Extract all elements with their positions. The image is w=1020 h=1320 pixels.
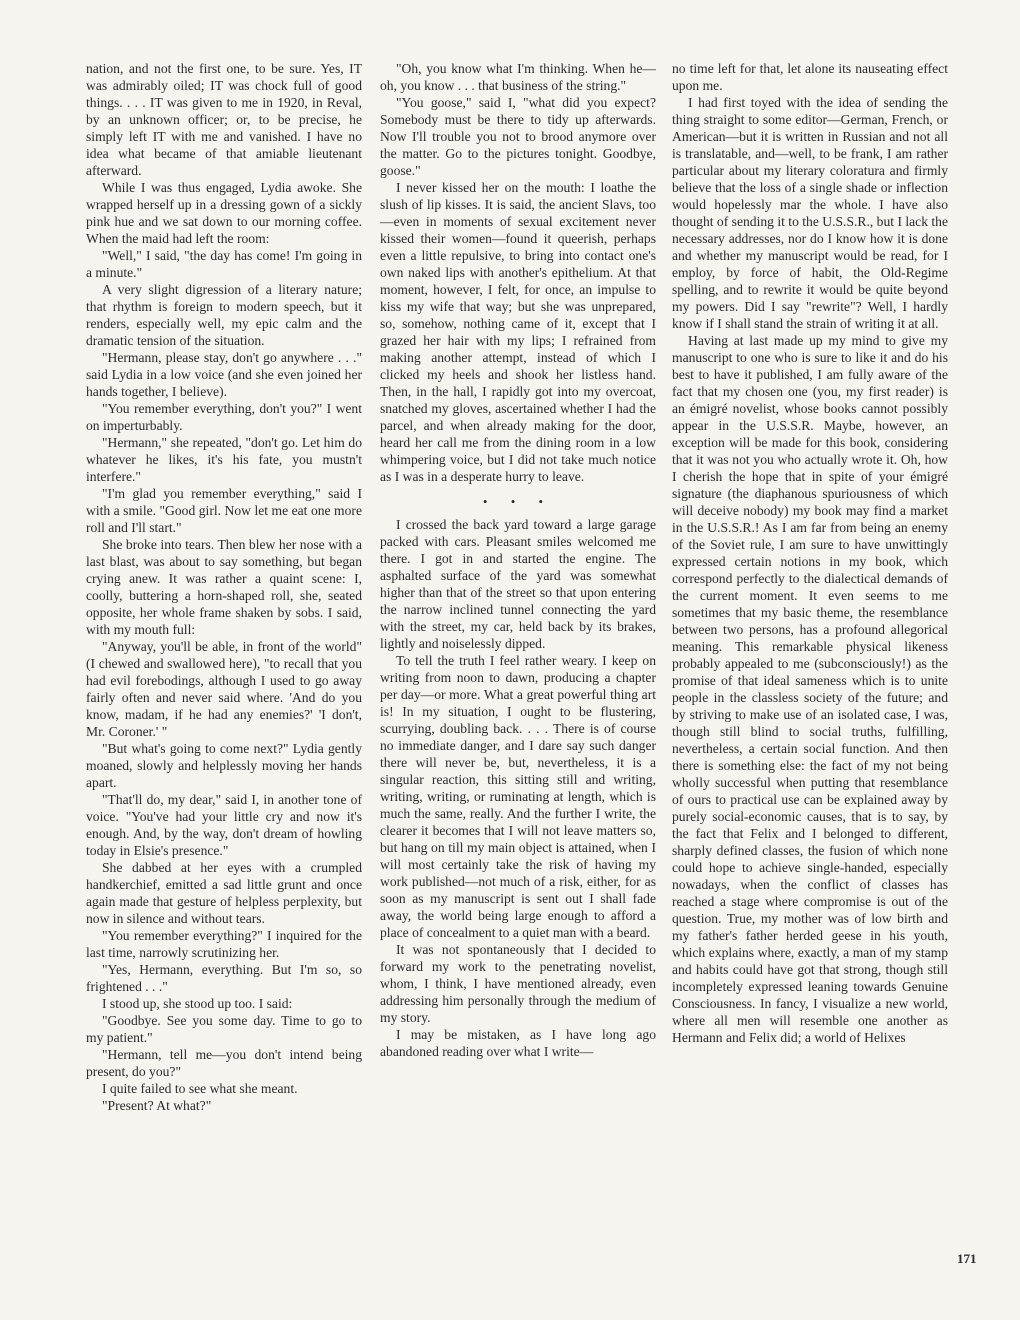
section-break: • • • (482, 494, 554, 509)
paragraph: I had first toyed with the idea of sending the thing straight to some editor—German, French, or American—but it is written in Russian and not all is translatable, and—well, to be frank, I am rather particular about my literary coloratura and firmly believe that the loss of a single shade or inflection would hopelessly mar the whole. I have also thought of sending it to the U.S.S.R., but I lack the necessary addresses, nor do I know how it is done and whether my manuscript would be read, for I employ, by force of habit, the Old-Regime spelling, and to rewrite it would be quite beyond my powers. Did I say "rewrite"? Well, I hardly know if I shall stand the strain of writing it at all. (672, 95, 949, 331)
paragraph: She dabbed at her eyes with a crumpled handkerchief, emitted a sad little grunt and once again made that gesture of helpless perplexity, but now in silence and without tears. (86, 860, 362, 926)
paragraph: nation, and not the first one, to be sure. Yes, IT was admirably oiled; IT was chock full of good things. . . . IT was given to me in 1920, in Reval, by an unknown officer; or, to be precise, he simply left IT with me and vanished. I have no idea what became of that amiable lieutenant afterward. (86, 61, 362, 178)
paragraph: Having at last made up my mind to give my manuscript to one who is sure to like it and do his best to have it published, I am fully aware of the fact that my chosen one (you, my first reader) is an émigré novelist, whose books cannot possibly appear in the U.S.S.R. Maybe, however, an exception will be made for this book, considering that it was not you who actually wrote it. Oh, how I cherish the hope that in spite of your émigré signature (the diaphanous spuriousness of which will deceive nobody) my book may find a market in the U.S.S.R.! As I am far from being an enemy of the Soviet rule, I am sure to have unwittingly expressed certain notions in my book, which correspond perfectly to the dialectical demands of the current moment. It even seems to me sometimes that my basic theme, the resemblance between two persons, has a profound allegorical meaning. This remarkable physical likeness probably appealed to me (subconsciously!) as the promise of that ideal sameness which is to unite people in the classless society of the future; and by striving to make use of an isolated case, I was, though still blind to social truths, fulfilling, nevertheless, a certain social function. And then there is something else: the fact of my not being wholly successful when putting that resemblance of ours to practical use can be explained away by purely social-economic causes, that is to say, by the fact that Felix and I belonged to different, sharply defined classes, the fusion of which none could hope to achieve single-handed, especially nowadays, when the conflict of classes has reached a stage where compromise is out of the question. True, my mother was of low birth and my father's father herded geese in his youth, which explains where, exactly, a man of my stamp and habits could have got that strong, though still incompletely expressed leaning towards Genuine Consciousness. In fancy, I visualize a new world, where all men will resemble one another as Hermann and Felix did; a world of Helixes (672, 333, 948, 1045)
paragraph: I stood up, she stood up too. I said: (102, 996, 293, 1011)
paragraph: I crossed the back yard toward a large garage packed with cars. Pleasant smiles welcomed me there. I got in and started the engine. The asphalted surface of the yard was somewhat higher than that of the street so that upon entering the narrow inclined tunnel connecting the yard with the street, my car, held back by its brakes, lightly and noiselessly dipped. (380, 517, 656, 651)
paragraph: "Yes, Hermann, everything. But I'm so, so frightened . . ." (86, 962, 362, 994)
paragraph: I never kissed her on the mouth: I loathe the slush of lip kisses. It is said, the ancient Slavs, too—even in moments of sexual excitement never kissed their women—found it queerish, perhaps even a little repulsive, to bring into contact one's own naked lips with another's epithelium. At that moment, however, I felt, for once, an impulse to kiss my wife that way; but she was unprepared, so, somehow, nothing came of it, except that I grazed her hair with my lips; I refrained from making another attempt, instead of which I clicked my heels and shook her listless hand. Then, in the hall, I rapidly got into my overcoat, snatched my gloves, ascertained whether I had the parcel, and when already making for the door, heard her call me from the dining room in a low whimpering voice, but I did not take much notice as I was in a desperate hurry to leave. (380, 180, 656, 484)
paragraph: "Well," I said, "the day has come! I'm going in a minute." (86, 248, 362, 280)
paragraph: I may be mistaken, as I have long ago abandoned reading over what I write— (380, 1027, 656, 1059)
paragraph: She broke into tears. Then blew her nose with a last blast, was about to say something, but began crying anew. It was rather a quaint scene: I, coolly, buttering a horn-shaped roll, she, seated opposite, her whole frame shaken by sobs. I said, with my mouth full: (86, 537, 362, 637)
paragraph: "Hermann, please stay, don't go anywhere . . ." said Lydia in a low voice (and she even joined her hands together, I believe). (86, 350, 362, 399)
paragraph: "You remember everything?" I inquired for the last time, narrowly scrutinizing her. (86, 928, 362, 960)
paragraph: no time left for that, let alone its nauseating effect upon me. (672, 61, 948, 93)
paragraph: "Anyway, you'll be able, in front of the world" (I chewed and swallowed here), "to recall that you had evil forebodings, although I used to go away fairly often and never said where. 'And do you know, madam, if he had any enemies?' 'I don't, Mr. Coroner.' " (86, 639, 362, 739)
page-number: 171 (957, 1251, 977, 1266)
paragraph: "Present? At what?" (102, 1098, 212, 1113)
paragraph: "Goodbye. See you some day. Time to go to my patient." (86, 1013, 362, 1045)
paragraph: "Hermann," she repeated, "don't go. Let him do whatever he likes, it's his fate, you mustn't interfere." (86, 435, 362, 484)
text-column-2 (380, 60, 656, 1060)
text-column-1 (86, 60, 362, 1114)
paragraph: "You goose," said I, "what did you expect? Somebody must be there to tidy up afterwards. Now I'll trouble you not to brood anymore over the matter. Go to the pictures tonight. Goodbye, goose." (380, 95, 656, 178)
paragraph: While I was thus engaged, Lydia awoke. She wrapped herself up in a dressing gown of a sickly pink hue and we sat down to our morning coffee. When the maid had left the room: (86, 180, 362, 246)
paragraph: "But what's going to come next?" Lydia gently moaned, slowly and helplessly moving her hands apart. (86, 741, 362, 790)
paragraph: A very slight digression of a literary nature; that rhythm is foreign to modern speech, but it renders, especially well, my epic calm and the dramatic tension of the situation. (86, 282, 362, 348)
text-column-3 (672, 60, 948, 1046)
paragraph: "You remember everything, don't you?" I went on imperturbably. (86, 401, 362, 433)
paragraph: "That'll do, my dear," said I, in another tone of voice. "You've had your little cry and now it's enough. And, by the way, don't dream of howling today in Elsie's presence." (86, 792, 362, 858)
paragraph: "Oh, you know what I'm thinking. When he—oh, you know . . . that business of the string." (380, 61, 656, 93)
paragraph: "I'm glad you remember everything," said I with a smile. "Good girl. Now let me eat one more roll and I'll start." (86, 486, 362, 535)
paragraph: "Hermann, tell me—you don't intend being present, do you?" (86, 1047, 362, 1079)
paragraph: I quite failed to see what she meant. (102, 1081, 298, 1096)
paragraph: To tell the truth I feel rather weary. I keep on writing from noon to dawn, producing a chapter per day—or more. What a great powerful thing art is! In my situation, I ought to be flustering, scurrying, doubling back. . . . There is of course no immediate danger, and I dare say such danger there will never be, but, nevertheless, it is a singular reaction, this sitting still and writing, writing, writing, or ruminating at length, which is much the same, really. And the further I write, the clearer it becomes that I will not leave matters so, but hang on till my main object is attained, when I will most certainly take the risk of having my work published—not much of a risk, either, for as soon as my manuscript is sent out I shall fade away, the world being large enough to afford a place of concealment to a quiet man with a beard. (380, 653, 656, 940)
paragraph: It was not spontaneously that I decided to forward my work to the penetrating novelist, whom, I think, I have mentioned already, even addressing him personally through the medium of my story. (380, 942, 656, 1025)
